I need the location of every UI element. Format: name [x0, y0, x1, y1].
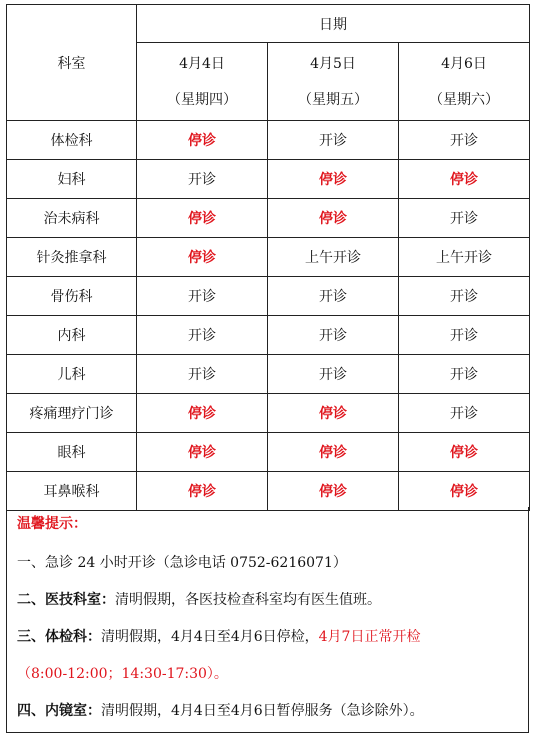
note-emergency: 一、急诊 24 小时开诊（急诊电话 0752-6216071） [17, 555, 347, 571]
status-cell: 开诊 [137, 316, 268, 355]
status-cell: 开诊 [399, 121, 530, 160]
status-cell: 开诊 [399, 316, 530, 355]
status-cell: 上午开诊 [399, 238, 530, 277]
note-endoscopy-label: 四、内镜室： [17, 703, 101, 719]
dept-cell: 针灸推拿科 [7, 238, 137, 277]
day-date: 4月6日 [441, 55, 487, 72]
status-cell: 停诊 [399, 160, 530, 199]
status-cell: 停诊 [137, 199, 268, 238]
table-row [7, 316, 530, 355]
table-row [7, 394, 530, 433]
table-row [7, 121, 530, 160]
table-row [7, 472, 530, 511]
status-cell: 停诊 [268, 472, 399, 511]
status-cell: 开诊 [268, 121, 399, 160]
day-header [137, 43, 268, 121]
note-checkup-hours [17, 656, 528, 693]
status-cell: 上午开诊 [268, 238, 399, 277]
status-cell: 开诊 [137, 160, 268, 199]
status-cell: 停诊 [137, 238, 268, 277]
day-date: 4月4日 [179, 55, 225, 72]
day-weekday: （星期五） [298, 91, 368, 108]
status-cell: 开诊 [399, 355, 530, 394]
note-checkup-resume: 4月7日正常开检 [318, 629, 421, 645]
status-cell: 停诊 [268, 199, 399, 238]
status-cell: 停诊 [268, 160, 399, 199]
note-checkup-text: 清明假期，4月4日至4月6日停检， [101, 629, 319, 645]
status-cell: 停诊 [137, 433, 268, 472]
status-cell: 停诊 [137, 121, 268, 160]
note-checkup [17, 619, 528, 656]
day-date: 4月5日 [310, 55, 356, 72]
status-cell: 停诊 [399, 472, 530, 511]
notes-section [6, 507, 529, 733]
day-header [268, 43, 399, 121]
note-medtech [17, 582, 528, 619]
status-cell: 开诊 [268, 355, 399, 394]
status-cell: 开诊 [137, 355, 268, 394]
status-cell: 停诊 [268, 433, 399, 472]
status-cell: 开诊 [399, 394, 530, 433]
table-row [7, 160, 530, 199]
dept-cell: 耳鼻喉科 [7, 472, 137, 511]
note-checkup-hours-red: （8:00-12:00；14:30-17:30）。 [17, 666, 228, 682]
note-medtech-text: 清明假期，各医技检查科室均有医生值班。 [115, 592, 381, 608]
day-weekday: （星期六） [429, 91, 500, 108]
note-endoscopy [17, 693, 528, 730]
table-row [7, 433, 530, 472]
status-cell: 停诊 [399, 433, 530, 472]
status-cell: 开诊 [268, 316, 399, 355]
note-checkup-label: 三、体检科： [17, 629, 101, 645]
dept-cell: 体检科 [7, 121, 137, 160]
status-cell: 停诊 [268, 394, 399, 433]
dept-cell: 骨伤科 [7, 277, 137, 316]
notes-title: 温馨提示： [17, 516, 87, 532]
dept-cell: 妇科 [7, 160, 137, 199]
schedule-table [6, 4, 530, 511]
dept-header: 科室 [7, 5, 137, 121]
status-cell: 开诊 [399, 199, 530, 238]
dept-cell: 儿科 [7, 355, 137, 394]
dept-cell: 疼痛理疗门诊 [7, 394, 137, 433]
status-cell: 开诊 [268, 277, 399, 316]
note-endoscopy-text: 清明假期，4月4日至4月6日暂停服务（急诊除外）。 [101, 703, 424, 719]
status-cell: 开诊 [399, 277, 530, 316]
table-row [7, 238, 530, 277]
status-cell: 停诊 [137, 472, 268, 511]
note-medtech-label: 二、医技科室： [17, 592, 115, 608]
date-group-header: 日期 [137, 5, 530, 43]
dept-cell: 眼科 [7, 433, 137, 472]
day-weekday: （星期四） [167, 91, 237, 108]
status-cell: 开诊 [137, 277, 268, 316]
dept-cell: 内科 [7, 316, 137, 355]
day-header [399, 43, 530, 121]
table-row [7, 199, 530, 238]
table-row [7, 277, 530, 316]
dept-cell: 治未病科 [7, 199, 137, 238]
status-cell: 停诊 [137, 394, 268, 433]
table-row [7, 355, 530, 394]
